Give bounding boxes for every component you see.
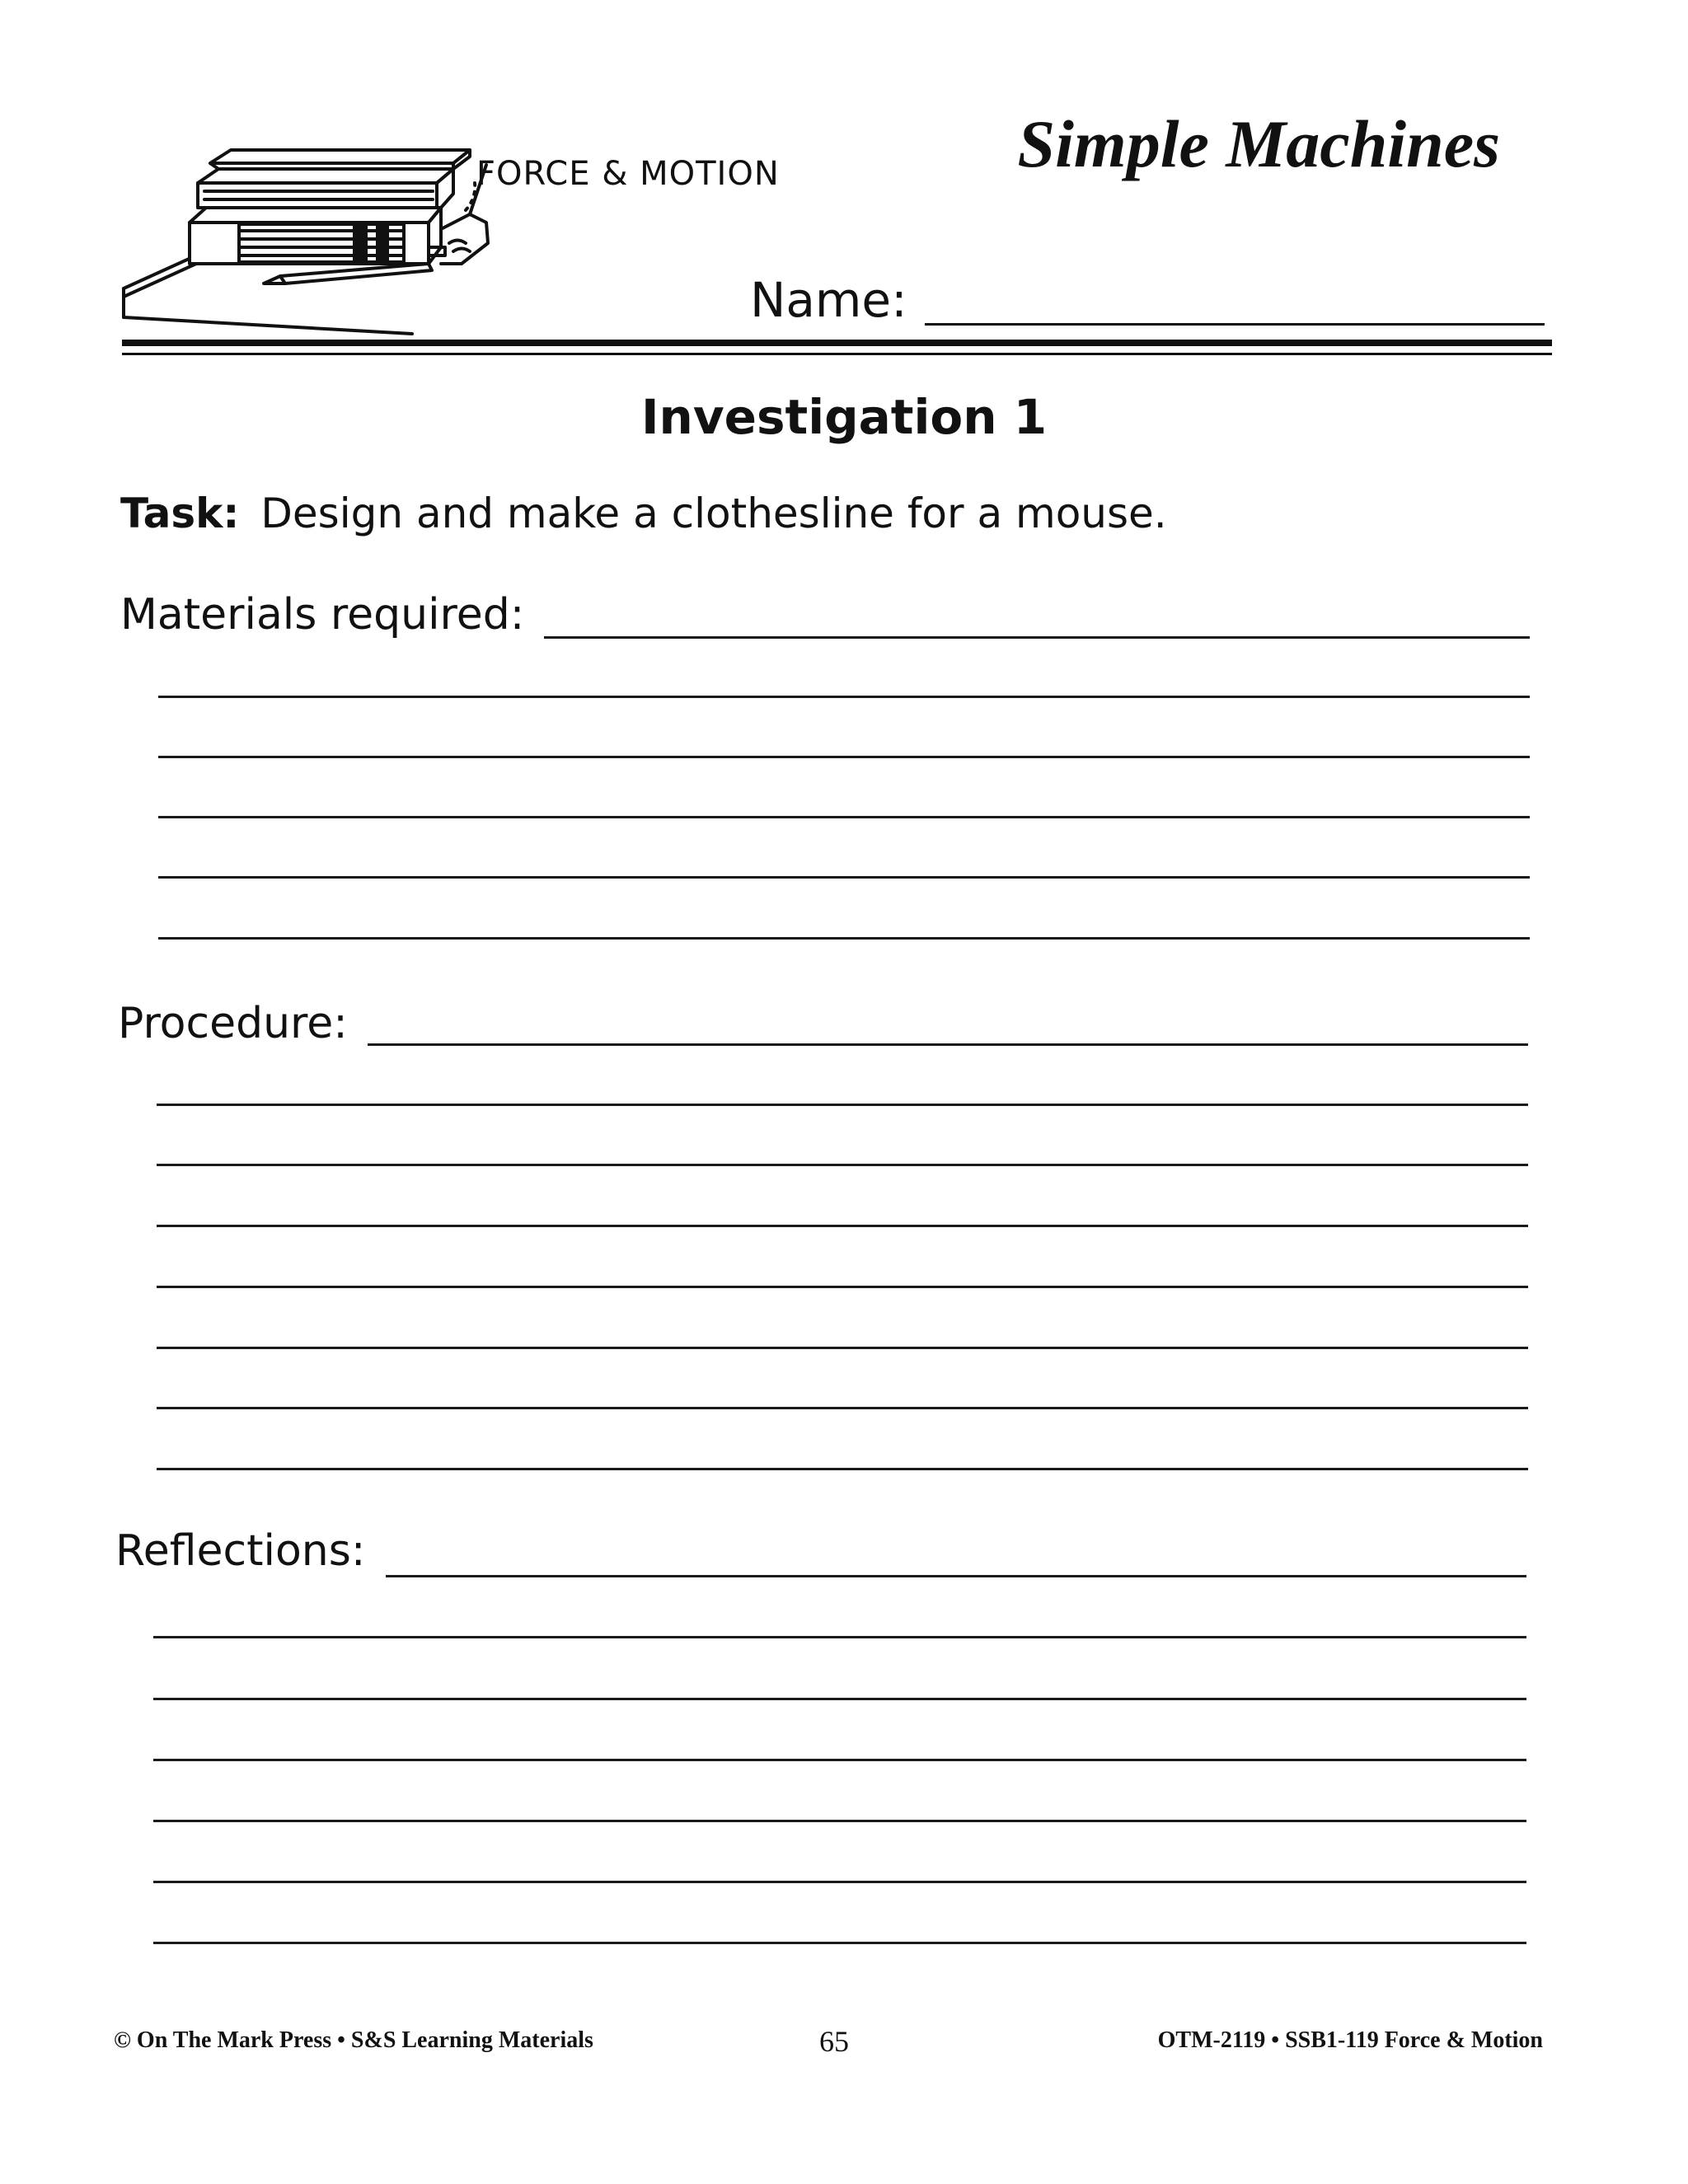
page-number: 65: [819, 2025, 849, 2058]
procedure-label: Procedure:: [118, 999, 348, 1048]
materials-line[interactable]: [158, 816, 1530, 818]
name-field[interactable]: [925, 323, 1545, 326]
procedure-line[interactable]: [157, 1468, 1528, 1470]
reflections-line[interactable]: [153, 1759, 1526, 1761]
materials-label: Materials required:: [120, 590, 525, 640]
reflections-line[interactable]: [153, 1820, 1526, 1822]
materials-line[interactable]: [158, 696, 1530, 698]
reflections-line[interactable]: [153, 1881, 1526, 1883]
reflections-line[interactable]: [153, 1942, 1526, 1944]
task-label: Task:: [120, 490, 240, 537]
procedure-line[interactable]: [157, 1347, 1528, 1349]
procedure-line[interactable]: [157, 1164, 1528, 1166]
reflections-line[interactable]: [153, 1698, 1526, 1700]
materials-line[interactable]: [158, 876, 1530, 879]
investigation-heading: Investigation 1: [640, 389, 1048, 445]
brand-label: FORCE & MOTION: [476, 155, 780, 193]
reflections-line[interactable]: [386, 1575, 1526, 1577]
header-divider-thin: [122, 353, 1552, 355]
task-statement: [120, 490, 1167, 537]
procedure-line[interactable]: [157, 1286, 1528, 1288]
procedure-line[interactable]: [368, 1043, 1528, 1046]
procedure-line[interactable]: [157, 1104, 1528, 1106]
footer-product-code: OTM-2119 • SSB1-119 Force & Motion: [1157, 2027, 1543, 2053]
materials-line[interactable]: [158, 756, 1530, 758]
materials-line[interactable]: [544, 636, 1530, 639]
worksheet-title: Simple Machines: [1017, 106, 1500, 181]
header-divider-thick: [122, 340, 1552, 346]
materials-line[interactable]: [158, 937, 1530, 940]
footer-publisher: © On The Mark Press • S&S Learning Materials: [114, 2027, 593, 2053]
reflections-label: Reflections:: [115, 1526, 366, 1576]
name-label: Name:: [750, 272, 907, 328]
task-text: Design and make a clothesline for a mouse.: [260, 490, 1167, 537]
procedure-line[interactable]: [157, 1225, 1528, 1227]
procedure-line[interactable]: [157, 1407, 1528, 1409]
reflections-line[interactable]: [153, 1636, 1526, 1638]
